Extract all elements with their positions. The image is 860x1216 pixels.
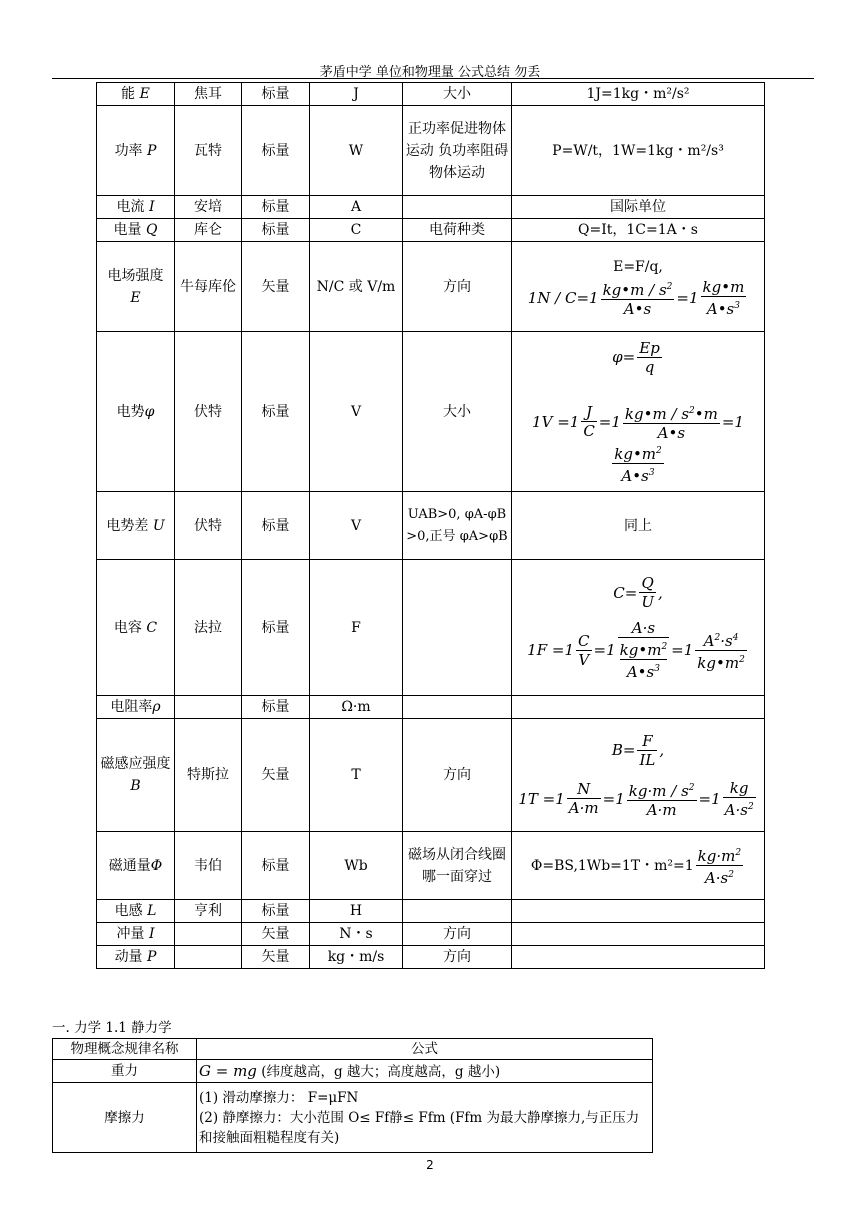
quantity-name: 电量 Q: [97, 219, 175, 242]
unit-name: 法拉: [175, 560, 242, 696]
unit-formula: Φ=BS,1Wb=1T・m²=1 $\frac{kg\cdot m^2}{A\cdot s^2}$: [512, 832, 765, 900]
si-unit: C: [310, 219, 403, 242]
header-rule: [52, 78, 814, 79]
si-unit: Wb: [310, 832, 403, 900]
statics-table: [52, 1038, 653, 1153]
table-row: [97, 492, 765, 560]
quantity-kind: 标量: [242, 832, 310, 900]
physical-meaning: [403, 196, 512, 219]
unit-formula: E=F/q, 1N / C=1 $\frac{kg•m / s^2}{A•s}$ =1 $\frac{kg•m}{A•s^3}$: [512, 242, 765, 332]
column-header-formula: 公式: [197, 1039, 653, 1060]
quantity-name: 冲量 I: [97, 923, 175, 946]
si-unit: H: [310, 900, 403, 923]
potential-definition: φ= $\frac{Ep}{q}$: [612, 338, 660, 376]
quantity-name: 电势φ: [97, 332, 175, 492]
table-row: [97, 83, 765, 106]
quantity-name: 电感 L: [97, 900, 175, 923]
table-row: [97, 696, 765, 719]
si-unit: F: [310, 560, 403, 696]
table-row: [97, 560, 765, 696]
unit-formula: [512, 946, 765, 969]
table-row: [97, 946, 765, 969]
si-unit: N/C 或 V/m: [310, 242, 403, 332]
quantity-name: 功率 P: [97, 106, 175, 196]
table-row: [97, 923, 765, 946]
si-unit: kg・m/s: [310, 946, 403, 969]
table-header-row: [53, 1039, 653, 1060]
quantity-kind: 矢量: [242, 923, 310, 946]
unit-name: 韦伯: [175, 832, 242, 900]
unit-name: 牛每库伦: [175, 242, 242, 332]
quantity-kind: 矢量: [242, 242, 310, 332]
table-row: [97, 242, 765, 332]
concept-name: 重力: [53, 1060, 197, 1083]
quantity-kind: 标量: [242, 219, 310, 242]
table-row: [97, 900, 765, 923]
quantity-kind: 标量: [242, 106, 310, 196]
table-row: [97, 332, 765, 492]
si-unit: V: [310, 332, 403, 492]
physical-meaning: 大小: [403, 83, 512, 106]
unit-formula: [512, 560, 765, 696]
physical-meaning: UAB>0, φA-φB >0,正号 φA>φB: [403, 492, 512, 560]
physical-meaning: 磁场从闭合线圈哪一面穿过: [403, 832, 512, 900]
unit-name: 伏特: [175, 492, 242, 560]
unit-formula: P=W/t，1W=1kg・m²/s³: [512, 106, 765, 196]
table-row: [53, 1083, 653, 1153]
concept-name: 摩擦力: [53, 1083, 197, 1153]
induction-unit-derivation: 1T =1 $\frac{N}{A\cdot m}$ =1 $\frac{kg\cdot m / s^2}{A\cdot m}$ =1 $\frac{kg}{A\cdot s^2}$: [518, 778, 754, 819]
si-unit: N・s: [310, 923, 403, 946]
quantity-kind: 标量: [242, 560, 310, 696]
unit-name: [175, 923, 242, 946]
unit-formula: [512, 332, 765, 492]
unit-name: 特斯拉: [175, 719, 242, 832]
quantity-kind: 矢量: [242, 946, 310, 969]
unit-formula: Q=It，1C=1A・s: [512, 219, 765, 242]
unit-formula: 国际单位: [512, 196, 765, 219]
si-unit: T: [310, 719, 403, 832]
quantity-kind: 标量: [242, 196, 310, 219]
units-table: [96, 82, 765, 969]
si-unit: W: [310, 106, 403, 196]
unit-name: [175, 946, 242, 969]
page-header: 茅盾中学 单位和物理量 公式总结 勿丢: [319, 65, 541, 80]
table-row: [97, 719, 765, 832]
unit-formula: [512, 696, 765, 719]
unit-name: 伏特: [175, 332, 242, 492]
quantity-name: 电阻率ρ: [97, 696, 175, 719]
potential-unit-derivation: 1V =1 $\frac{J}{C}$ =1 $\frac{kg•m / s^2•m}{A•s}$ =1 $\frac{kg•m^2}{A•s^3}$: [532, 403, 744, 485]
physical-meaning: [403, 560, 512, 696]
table-row: [97, 832, 765, 900]
physical-meaning: [403, 900, 512, 923]
physical-meaning: 方向: [403, 719, 512, 832]
page-number: 2: [426, 1158, 434, 1172]
induction-definition: B= $\frac{F}{IL}$ ,: [611, 731, 665, 769]
quantity-name: 动量 P: [97, 946, 175, 969]
table-row: [97, 196, 765, 219]
quantity-kind: 标量: [242, 332, 310, 492]
table-row: [53, 1060, 653, 1083]
physical-meaning: 大小: [403, 332, 512, 492]
unit-name: 安培: [175, 196, 242, 219]
quantity-name: 电场强度 E: [97, 242, 175, 332]
quantity-name: 电势差 U: [97, 492, 175, 560]
quantity-kind: 标量: [242, 83, 310, 106]
capacitance-unit-derivation: 1F =1 $\frac{C}{V}$ =1 A·s $kg•m^2$ $A•s^3$ =1 $\frac{A^2\cdot s^4}{kg•m^2}$: [527, 619, 745, 681]
quantity-kind: 标量: [242, 900, 310, 923]
si-unit: Ω·m: [310, 696, 403, 719]
unit-name: 瓦特: [175, 106, 242, 196]
field-unit-derivation: 1N / C=1 $\frac{kg•m / s^2}{A•s}$ =1 $\frac{kg•m}{A•s^3}$: [527, 277, 745, 318]
unit-formula: 1J=1kg・m²/s²: [512, 83, 765, 106]
quantity-name: 电流 I: [97, 196, 175, 219]
quantity-name: 电容 C: [97, 560, 175, 696]
physical-meaning: 正功率促进物体运动 负功率阻碍物体运动: [403, 106, 512, 196]
unit-formula: 同上: [512, 492, 765, 560]
si-unit: J: [310, 83, 403, 106]
concept-formula: (1) 滑动摩擦力： F=μFN (2) 静摩擦力：大小范围 O≤ Ff静≤ Ffm (Ffm 为最大静摩擦力,与正压力和接触面粗糙程度有关): [197, 1083, 653, 1153]
unit-formula: [512, 923, 765, 946]
quantity-kind: 标量: [242, 492, 310, 560]
unit-formula: [512, 900, 765, 923]
physical-meaning: 方向: [403, 946, 512, 969]
quantity-name: 磁通量Φ: [97, 832, 175, 900]
section-heading: 一. 力学 1.1 静力学: [52, 1020, 172, 1036]
unit-formula: [512, 719, 765, 832]
table-row: [97, 219, 765, 242]
physical-meaning: 方向: [403, 923, 512, 946]
quantity-kind: 标量: [242, 696, 310, 719]
physical-meaning: 方向: [403, 242, 512, 332]
column-header-name: 物理概念规律名称: [53, 1039, 197, 1060]
concept-formula: G = mg (纬度越高，g 越大；高度越高，g 越小): [197, 1060, 653, 1083]
si-unit: V: [310, 492, 403, 560]
unit-name: [175, 696, 242, 719]
capacitance-definition: C= $\frac{Q}{U}$ ,: [613, 574, 663, 611]
unit-name: 库仑: [175, 219, 242, 242]
physical-meaning: 电荷种类: [403, 219, 512, 242]
quantity-kind: 矢量: [242, 719, 310, 832]
table-row: [97, 106, 765, 196]
quantity-name: 磁感应强度 B: [97, 719, 175, 832]
unit-name: 焦耳: [175, 83, 242, 106]
physical-meaning: [403, 696, 512, 719]
quantity-name: 能 E: [97, 83, 175, 106]
unit-name: 亨利: [175, 900, 242, 923]
si-unit: A: [310, 196, 403, 219]
